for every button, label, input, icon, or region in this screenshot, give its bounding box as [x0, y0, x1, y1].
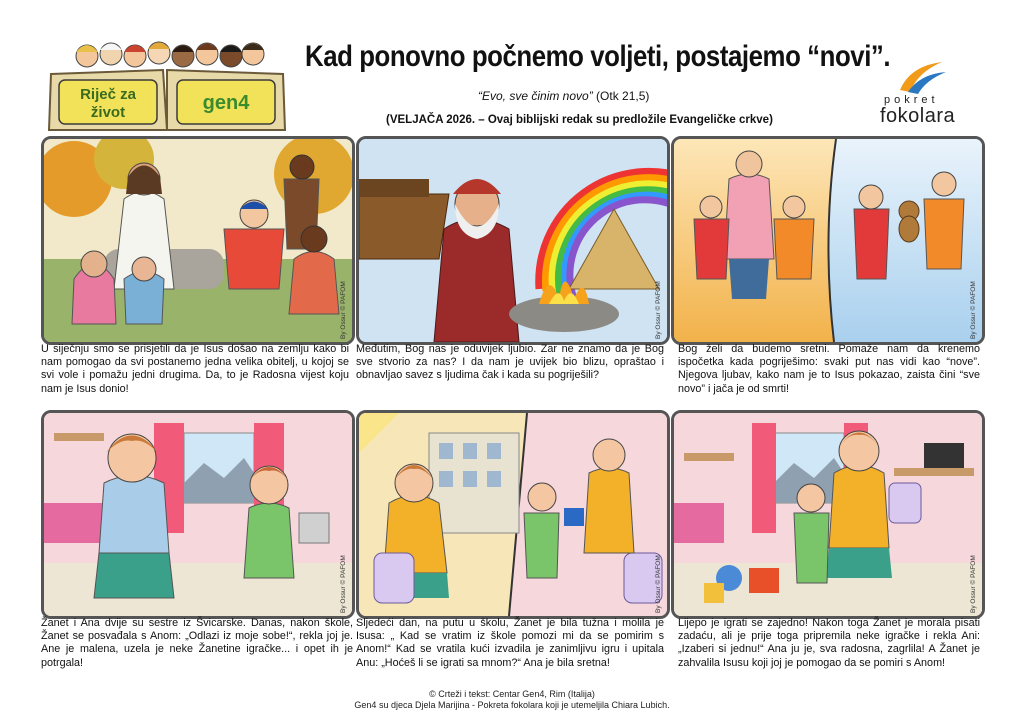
comic-panel-4 [41, 410, 355, 619]
page-title: Kad ponovno počnemo voljeti, postajemo “novi”. [305, 40, 891, 73]
comic-panel-6 [671, 410, 985, 619]
panel-6-caption: Lijepo je igrati se zajedno! Nakon toga Žanet je morala pisati zadaću, ali je prije toga pripremila neke igračke i rekla Ani: „Izaberi si jednu!“ Ana ju je, sva radosna, zagrlila! A Žanet je zahvalila Isusu koji joj je pomogao da se pomiri s Anom! [678, 617, 980, 669]
riječ-za-život-logo [45, 38, 290, 134]
panel-3-caption: Bog želi da budemo sretni. Pomaže nam da krenemo ispočetka kada pogriješimo: svaki put nas vidi kao “nove”. Njegova ljubav, kako nam je to Isus pokazao, zaista čini “sve novo” i jača je od smrti! [678, 343, 980, 395]
verse-text: “Evo, sve činim novo” [478, 89, 593, 103]
verse [478, 89, 649, 103]
illustration-credit: By Ossur © PAFOM [340, 281, 347, 339]
illustration-forgiveness [674, 139, 982, 342]
verse-reference: (Otk 21,5) [596, 89, 650, 103]
illustration-credit: By Ossur © PAFOM [655, 281, 662, 339]
footer-copyright: © Crteži i tekst: Centar Gen4, Rim (Italija) [429, 689, 595, 699]
panel-1-caption: U siječnju smo se prisjetili da je Isus došao na zemlju kako bi nam pomogao da svi postanemo jedna velika obitelj, u kojoj se svi vole i pomažu jedni drugima. Da, to je Radosna vijest koju nam je Isus donio! [41, 343, 349, 395]
comic-panel-2 [356, 136, 670, 345]
illustration-noah-rainbow [359, 139, 667, 342]
org-label-small: pokret [884, 94, 939, 106]
org-label-big: fokolara [880, 105, 956, 127]
illustration-credit: By Ossur © PAFOM [970, 555, 977, 613]
illustration-credit: By Ossur © PAFOM [970, 281, 977, 339]
footer-about: Gen4 su djeca Djela Marijina - Pokreta fokolara koji je utemeljila Chiara Lubich. [354, 700, 670, 710]
illustration-sisters-quarrel [44, 413, 352, 616]
comic-panel-3 [671, 136, 985, 345]
illustration-credit: By Ossur © PAFOM [340, 555, 347, 613]
illustration-sisters-reconciled [674, 413, 982, 616]
panel-5-caption: Sljedeći dan, na putu u školu, Žanet je bila tužna i molila je Isusa: „ Kad se vratim iz škole pomozi mi da se pomirim s Anom!“ Kad se vratila kući izvadila je zanimljivu igru i upitala Anu: „Hoćeš li se igrati sa mnom?“ Ana je bila sretna! [356, 617, 664, 669]
month-note: (VELJAČA 2026. – Ovaj biblijski redak su predložile Evangeličke crkve) [386, 114, 773, 126]
comic-panel-1 [41, 136, 355, 345]
illustration-jesus-with-children [44, 139, 352, 342]
comic-panel-5 [356, 410, 670, 619]
svg-text:život: život [90, 104, 126, 121]
svg-text:gen4: gen4 [202, 92, 250, 114]
illustration-school-and-home [359, 413, 667, 616]
illustration-credit: By Ossur © PAFOM [655, 555, 662, 613]
panel-4-caption: Žanet i Ana dvije su sestre iz Švicarske. Danas, nakon škole, Žanet se posvađala s Anom: „Odlazi iz moje sobe!“, rekla joj je. Ane je malena, uzela je neke Žanetine igračke... i opet ih je potrgala! [41, 617, 353, 669]
panel-2-caption: Međutim, Bog nas je oduvijek ljubio. Zar ne znamo da je Bog sve stvorio za nas? I da nam je uvijek bio blizu, opraštao i obnavljao savez s ljudima čak i kada su pogriješili? [356, 343, 664, 382]
logo-text-left: Riječ za [80, 86, 136, 103]
